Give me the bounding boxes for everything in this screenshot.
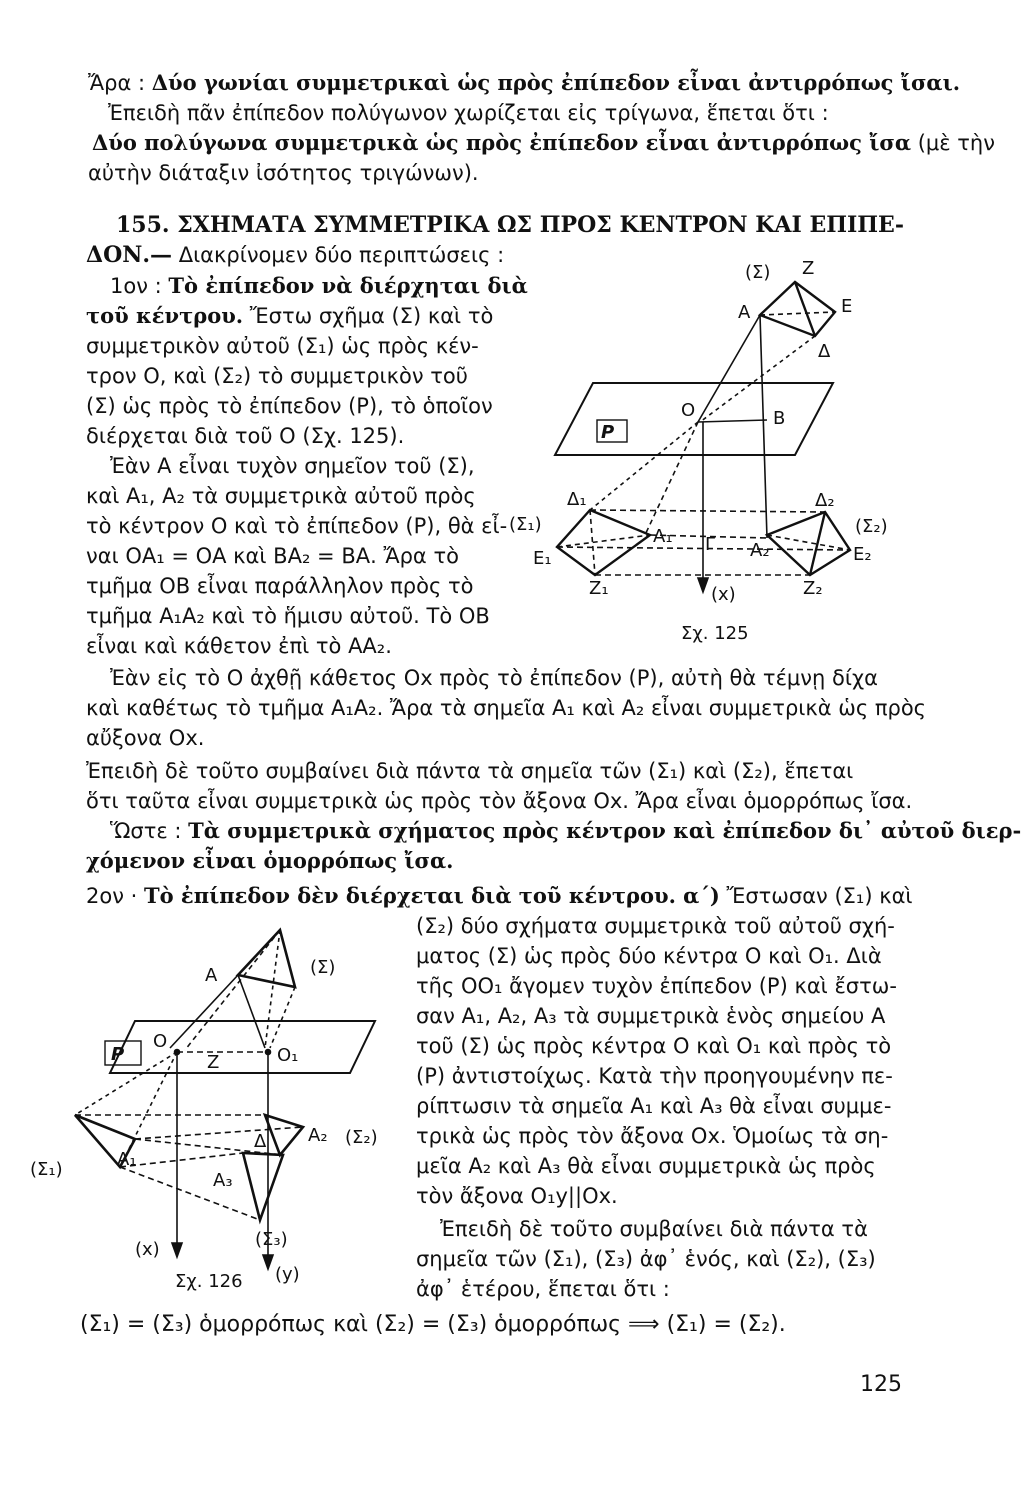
- label-O1: Ο₁: [277, 1045, 299, 1066]
- label-D2: Δ₂: [815, 490, 835, 511]
- label-P: Ρ: [111, 1044, 125, 1065]
- text: Ἄρα :: [88, 71, 146, 95]
- label-P: Ρ: [601, 422, 615, 443]
- section-heading: 155. ΣΧΗΜΑΤΑ ΣΥΜΜΕΤΡΙΚΑ ΩΣ ΠΡΟΣ ΚΕΝΤΡΟΝ ΚΑΙ ΕΠΙΠΕ-: [116, 212, 904, 238]
- bold-text: τοῦ κέντρου.: [86, 303, 244, 328]
- text-line: ὅτι ταῦτα εἶναι συμμετρικὰ ὡς πρὸς τὸν ἄξονα Οx. Ἄρα εἶναι ὁμορρόπως ἴσα.: [86, 789, 913, 813]
- text: Ἔστωσαν (Σ₁) καὶ: [726, 884, 913, 908]
- label-A1: Α₁: [117, 1149, 137, 1170]
- text-line: ναι ΟΑ₁ = ΟΑ καὶ ΒΑ₂ = ΒΑ. Ἄρα τὸ: [86, 544, 459, 568]
- text: 1ον :: [110, 274, 162, 298]
- bold-text: Τὸ ἐπίπεδον δὲν διέρχεται διὰ τοῦ κέντρου. α΄): [143, 883, 720, 908]
- label-B: Β: [773, 408, 786, 429]
- text-line: [88, 70, 960, 96]
- bold-text: Τὸ ἐπίπεδον νὰ διέρχηται διὰ: [168, 273, 528, 298]
- text-line: χόμενον εἶναι ὁμορρόπως ἴσα.: [86, 848, 454, 873]
- text-line: [110, 818, 1021, 844]
- figure-125: [505, 250, 915, 650]
- label-D: Δ: [254, 1131, 267, 1152]
- text-line: τρικὰ ὡς πρὸς τὸν ἄξονα Οx. Ὁμοίως τὰ ση-: [416, 1124, 889, 1148]
- text-line: διέρχεται διὰ τοῦ Ο (Σχ. 125).: [86, 424, 405, 448]
- text-line: [86, 883, 913, 909]
- label-A1: Α₁: [653, 526, 673, 547]
- text: Διακρίνομεν δύο περιπτώσεις :: [178, 243, 505, 267]
- label-sigma: (Σ): [745, 262, 771, 283]
- label-O: Ο: [153, 1031, 168, 1052]
- text-line: τῆς ΟΟ₁ ἄγομεν τυχὸν ἐπίπεδον (Ρ) καὶ ἔστω-: [416, 974, 897, 998]
- text-line: Ἐὰν εἰς τὸ Ο ἀχθῇ κάθετος Οx πρὸς τὸ ἐπίπεδον (Ρ), αὐτὴ θὰ τέμνῃ δίχα: [110, 666, 878, 690]
- text-line: τοῦ (Σ) ὡς πρὸς κέντρα Ο καὶ Ο₁ καὶ πρὸς τὸ: [416, 1034, 892, 1058]
- label-sigma2: (Σ₂): [855, 516, 888, 537]
- text-line: καὶ Α₁, Α₂ τὰ συμμετρικὰ αὐτοῦ πρὸς: [86, 484, 476, 508]
- label-D1: Δ₁: [567, 489, 587, 510]
- label-E1: Ε₁: [533, 548, 552, 569]
- label-G: Γ: [705, 534, 716, 555]
- label-sigma2: (Σ₂): [345, 1127, 378, 1148]
- figure-126: [25, 915, 410, 1295]
- text-line: σημεῖα τῶν (Σ₁), (Σ₃) ἀφ᾽ ἑνός, καὶ (Σ₂), (Σ₃): [416, 1247, 876, 1271]
- label-sigma3: (Σ₃): [255, 1229, 288, 1250]
- text-line: αὔξονα Οx.: [86, 726, 205, 750]
- label-A2: Α₂: [308, 1125, 328, 1146]
- text-line: [86, 242, 504, 268]
- text: Ἔστω σχῆμα (Σ) καὶ τὸ: [249, 304, 494, 328]
- formula-line: (Σ₁) = (Σ₃) ὁμορρόπως καὶ (Σ₂) = (Σ₃) ὁμορρόπως ⟹ (Σ₁) = (Σ₂).: [80, 1312, 786, 1337]
- text-line: ἀφ᾽ ἑτέρου, ἕπεται ὅτι :: [416, 1277, 670, 1301]
- text-line: μεῖα Α₂ καὶ Α₃ θὰ εἶναι συμμετρικὰ ὡς πρὸς: [416, 1154, 876, 1178]
- text: 2ον ·: [86, 884, 138, 908]
- text-line: τμῆμα ΟΒ εἶναι παράλληλον πρὸς τὸ: [86, 574, 474, 598]
- label-A3: Α₃: [213, 1170, 233, 1191]
- text-line: τμῆμα Α₁Α₂ καὶ τὸ ἥμισυ αὐτοῦ. Τὸ ΟΒ: [86, 604, 490, 628]
- bold-text: Δύο πολύγωνα συμμετρικὰ ὡς πρὸς ἐπίπεδον εἶναι ἀντιρρόπως ἴσα: [92, 130, 912, 155]
- text-line: εἶναι καὶ κάθετον ἐπὶ τὸ ΑΑ₂.: [86, 634, 392, 658]
- text-line: (Σ) ὡς πρὸς τὸ ἐπίπεδον (Ρ), τὸ ὁποῖον: [86, 394, 493, 418]
- page-number: 125: [860, 1372, 902, 1397]
- text-line: Ἐπειδὴ δὲ τοῦτο συμβαίνει διὰ πάντα τὰ: [440, 1217, 868, 1241]
- label-Z2: Ζ₂: [803, 578, 823, 599]
- text-line: καὶ καθέτως τὸ τμῆμα Α₁Α₂. Ἄρα τὰ σημεῖα Α₁ καὶ Α₂ εἶναι συμμετρικὰ ὡς πρὸς: [86, 696, 927, 720]
- label-O: Ο: [681, 400, 696, 421]
- text-line: συμμετρικὸν αὐτοῦ (Σ₁) ὡς πρὸς κέν-: [86, 334, 479, 358]
- label-A: Α: [205, 965, 218, 986]
- text-line: Ἐπειδὴ δὲ τοῦτο συμβαίνει διὰ πάντα τὰ σημεῖα τῶν (Σ₁) καὶ (Σ₂), ἕπεται: [86, 759, 854, 783]
- label-x: (x): [135, 1239, 160, 1260]
- text-line: ματος (Σ) ὡς πρὸς δύο κέντρα Ο καὶ Ο₁. Διὰ: [416, 944, 882, 968]
- text-line: ρίπτωσιν τὰ σημεῖα Α₁ καὶ Α₃ θὰ εἶναι συμμε-: [416, 1094, 892, 1118]
- label-D: Δ: [818, 341, 831, 362]
- label-E2: Ε₂: [853, 544, 872, 565]
- text-line: σαν Α₁, Α₂, Α₃ τὰ συμμετρικὰ ἑνὸς σημείου Α: [416, 1004, 886, 1028]
- label-A: Α: [738, 302, 751, 323]
- text-line: [110, 273, 528, 299]
- label-Z: Ζ: [802, 258, 815, 279]
- label-y: (y): [275, 1264, 300, 1285]
- bold-text: Τὰ συμμετρικὰ σχήματος πρὸς κέντρον καὶ ἐπίπεδον δι᾽ αὐτοῦ διερ-: [188, 818, 1021, 843]
- text-line: Ἐπειδὴ πᾶν ἐπίπεδον πολύγωνον χωρίζεται εἰς τρίγωνα, ἕπεται ὅτι :: [108, 101, 829, 125]
- text-line: αὐτὴν διάταξιν ἰσότητος τριγώνων).: [88, 161, 479, 185]
- figure-caption: Σχ. 125: [681, 623, 749, 644]
- label-sigma1: (Σ₁): [30, 1159, 63, 1180]
- label-sigma1: (Σ₁): [509, 514, 542, 535]
- label-E: Ε: [841, 296, 853, 317]
- label-x: (x): [711, 584, 736, 605]
- text-line: [92, 130, 995, 156]
- text-line: (Ρ) ἀντιστοίχως. Κατὰ τὴν προηγουμένην πε-: [416, 1064, 893, 1088]
- text: Ὥστε :: [110, 819, 182, 843]
- text-line: τὸ κέντρον Ο καὶ τὸ ἐπίπεδον (Ρ), θὰ εἶ-: [86, 514, 508, 538]
- label-A2: Α₂: [750, 540, 770, 561]
- text-line: (Σ₂) δύο σχήματα συμμετρικὰ τοῦ αὐτοῦ σχή-: [416, 914, 895, 938]
- section-heading-end: ΔΟΝ.—: [86, 242, 173, 268]
- label-Z: Ζ: [207, 1052, 220, 1073]
- figure-caption: Σχ. 126: [175, 1271, 243, 1292]
- bold-text: Δύο γωνίαι συμμετρικαὶ ὡς πρὸς ἐπίπεδον εἶναι ἀντιρρόπως ἴσαι.: [151, 70, 961, 95]
- text-line: τὸν ἄξονα Ο₁y||Οx.: [416, 1184, 618, 1208]
- text-line: τρον Ο, καὶ (Σ₂) τὸ συμμετρικὸν τοῦ: [86, 364, 468, 388]
- label-Z1: Ζ₁: [589, 578, 609, 599]
- text: (μὲ τὴν: [917, 131, 995, 155]
- label-sigma: (Σ): [310, 957, 336, 978]
- text-line: Ἐὰν Α εἶναι τυχὸν σημεῖον τοῦ (Σ),: [110, 454, 475, 478]
- text-line: [86, 303, 493, 329]
